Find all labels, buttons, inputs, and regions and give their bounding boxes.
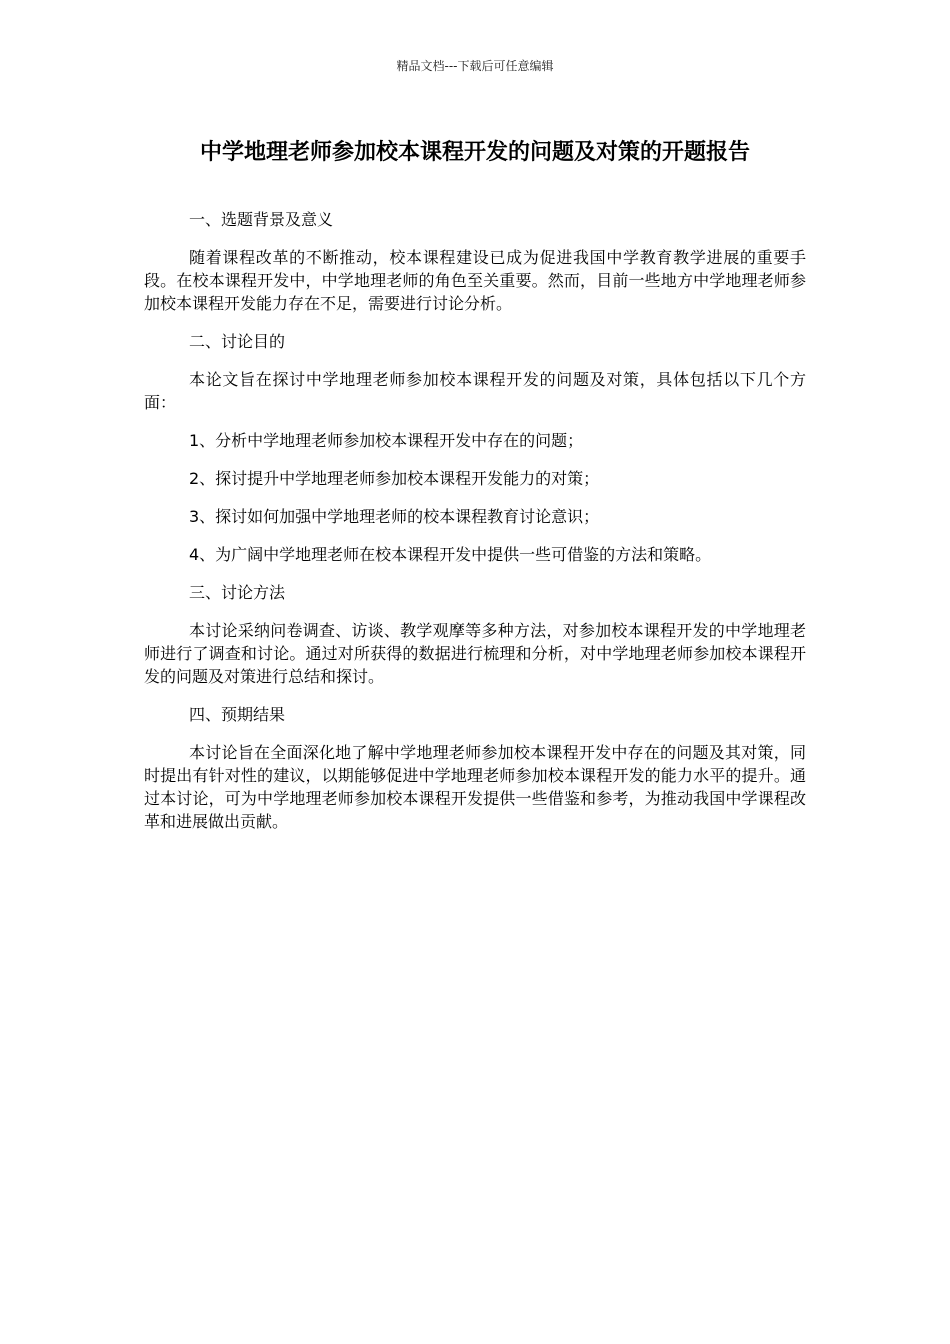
section-heading-purpose: 二、讨论目的 xyxy=(189,332,286,351)
document-body xyxy=(144,208,806,848)
header-note: 精品文档---下载后可任意编辑 xyxy=(396,59,554,73)
section-paragraph-purpose: 本论文旨在探讨中学地理老师参加校本课程开发的问题及对策，具体包括以下几个方面： xyxy=(144,370,806,412)
section-heading-expected-results: 四、预期结果 xyxy=(189,705,286,724)
section-heading-methods: 三、讨论方法 xyxy=(189,583,286,602)
section-paragraph-expected-results: 本讨论旨在全面深化地了解中学地理老师参加校本课程开发中存在的问题及其对策，同时提出有针对性的建议，以期能够促进中学地理老师参加校本课程开发的能力水平的提升。通过本讨论，可为中学地理老师参加校本课程开发提供一些借鉴和参考，为推动我国中学课程改革和进展做出贡献。 xyxy=(144,743,806,831)
section-heading-background: 一、选题背景及意义 xyxy=(189,210,334,229)
section-paragraph-background: 随着课程改革的不断推动，校本课程建设已成为促进我国中学教育教学进展的重要手段。在校本课程开发中，中学地理老师的角色至关重要。然而，目前一些地方中学地理老师参加校本课程开发能力存在不足，需要进行讨论分析。 xyxy=(144,248,806,313)
purpose-list-item: 1、分析中学地理老师参加校本课程开发中存在的问题； xyxy=(189,431,584,450)
section-paragraph-methods: 本讨论采纳问卷调查、访谈、教学观摩等多种方法，对参加校本课程开发的中学地理老师进行了调查和讨论。通过对所获得的数据进行梳理和分析，对中学地理老师参加校本课程开发的问题及对策进行总结和探讨。 xyxy=(144,621,806,686)
purpose-list-item: 4、为广阔中学地理老师在校本课程开发中提供一些可借鉴的方法和策略。 xyxy=(189,545,712,564)
purpose-list-item: 2、探讨提升中学地理老师参加校本课程开发能力的对策； xyxy=(189,469,600,488)
document-title: 中学地理老师参加校本课程开发的问题及对策的开题报告 xyxy=(199,140,750,165)
purpose-list-item: 3、探讨如何加强中学地理老师的校本课程教育讨论意识； xyxy=(189,507,600,526)
